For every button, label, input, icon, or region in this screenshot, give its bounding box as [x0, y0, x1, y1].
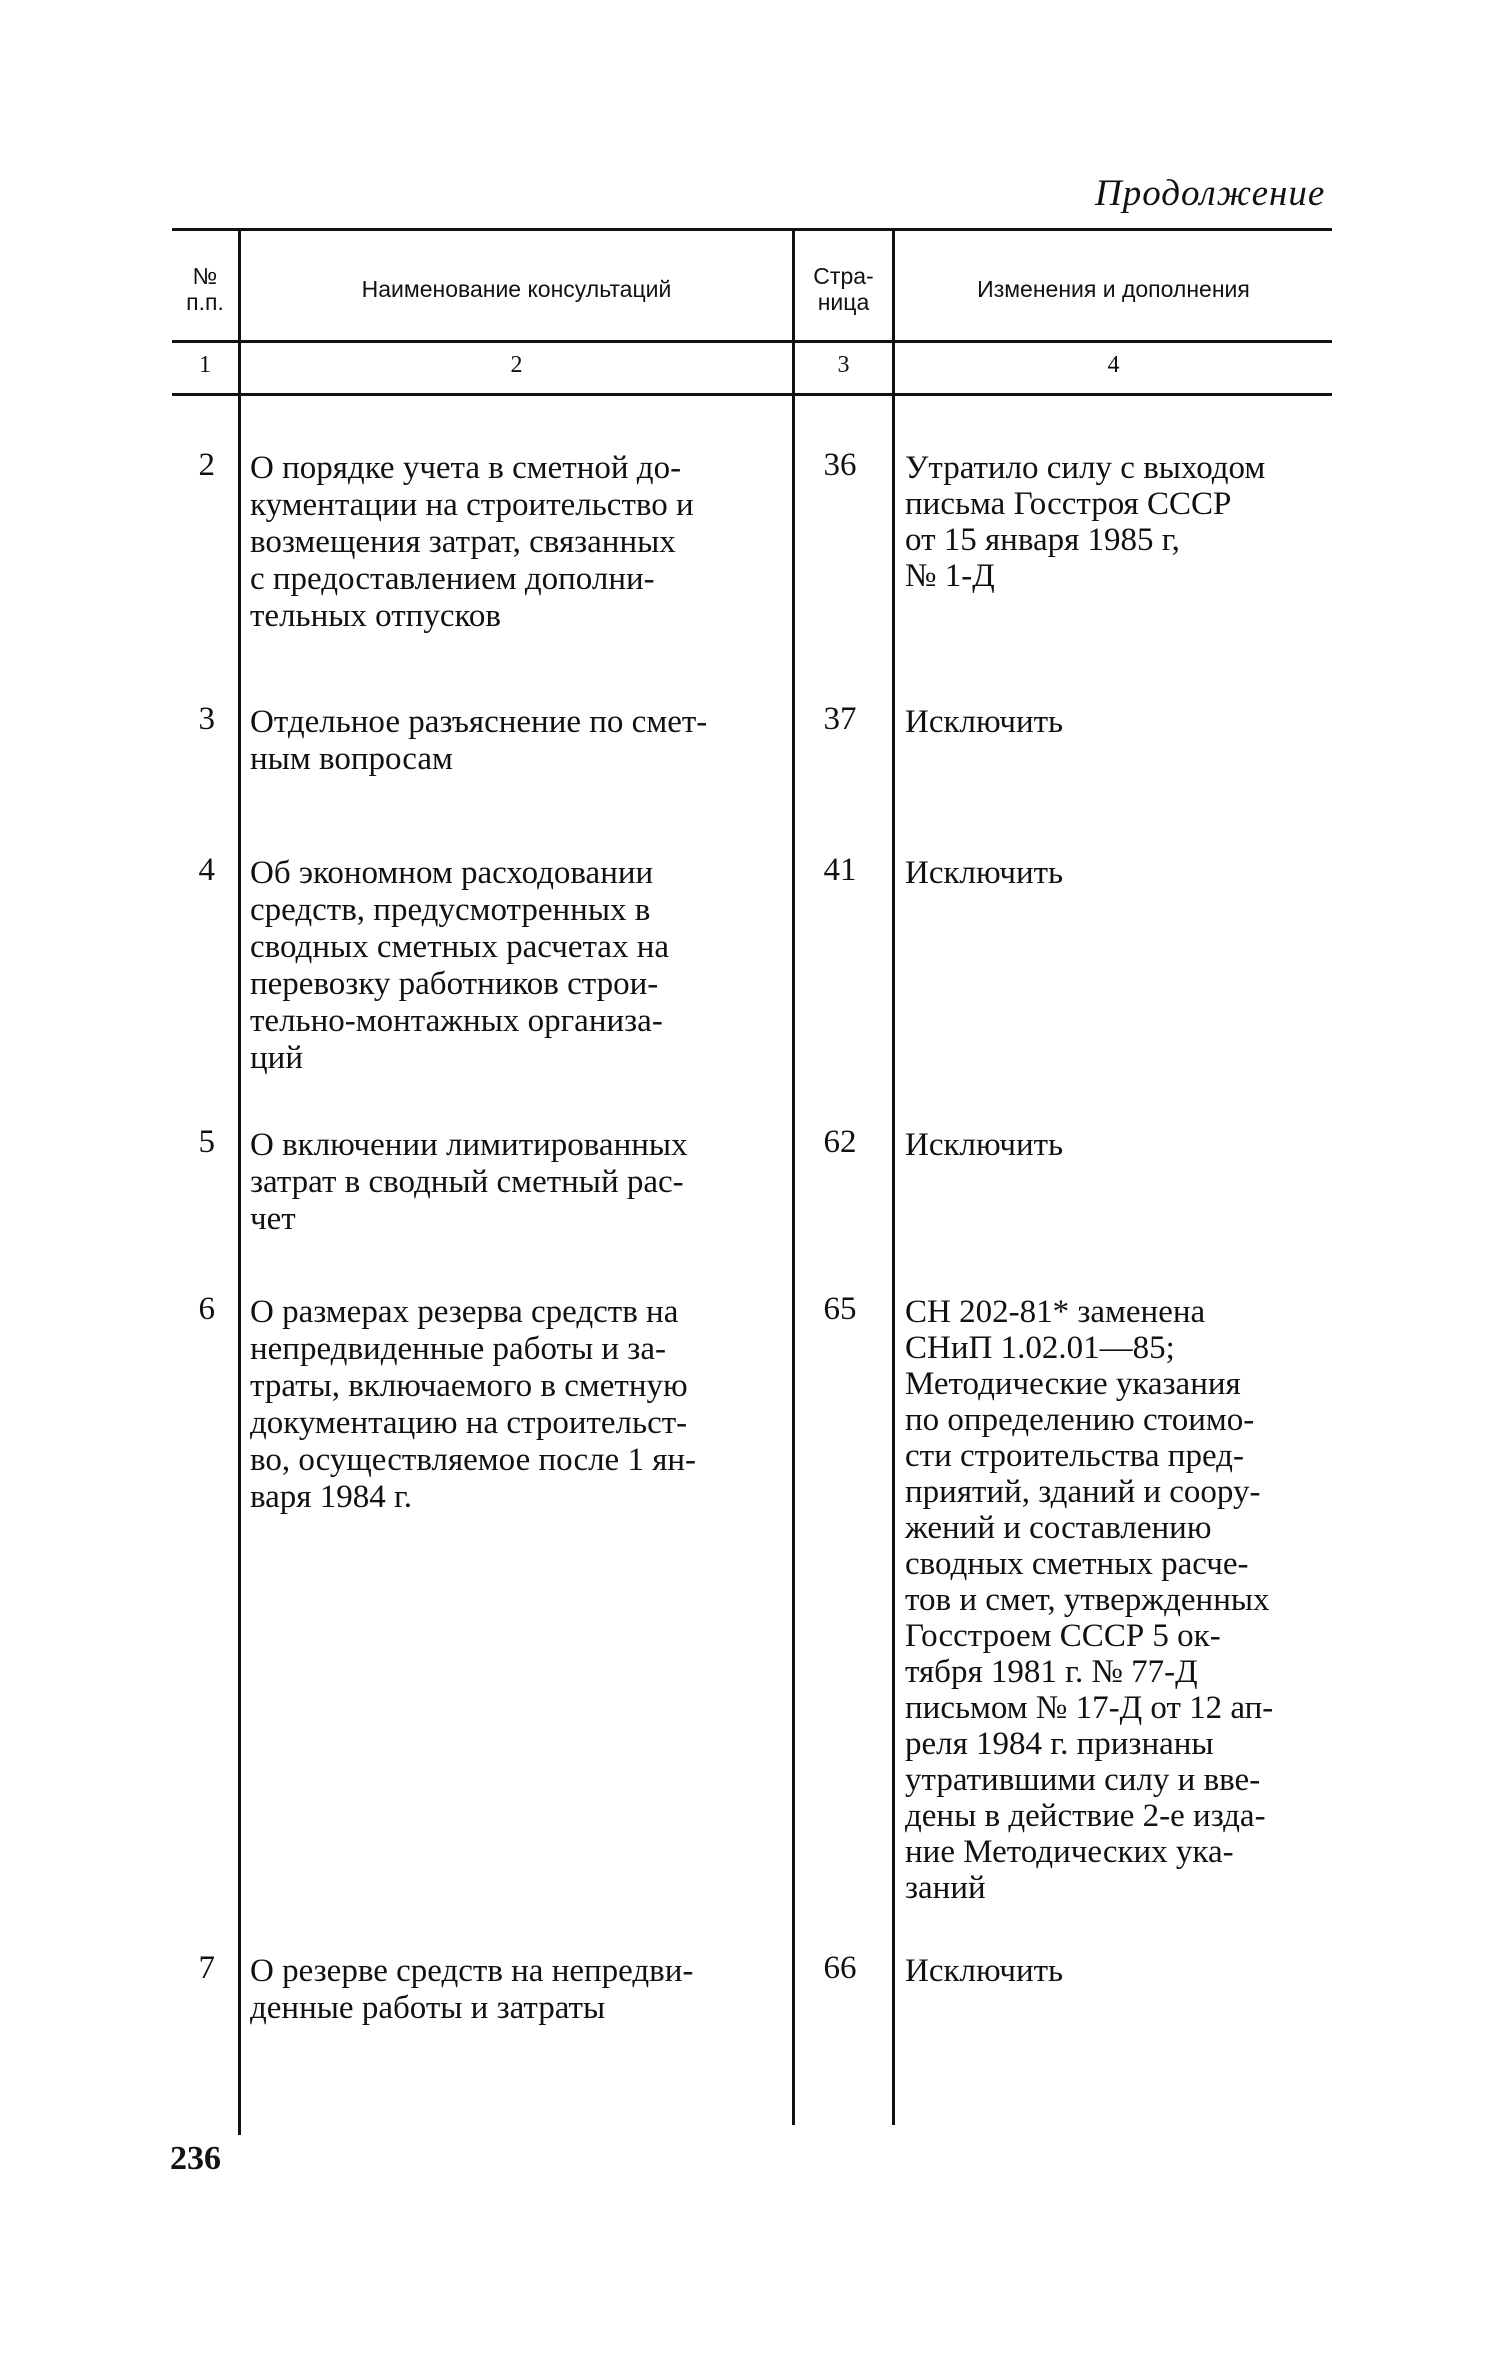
row-change: Утратило силу с выходом письма Госстроя СССР от 15 января 1985 г, № 1-Д: [905, 450, 1266, 594]
colnum-bottom-rule: [172, 393, 1332, 396]
row-name: Об экономном расходовании средств, предусмотренных в сводных сметных расчетах на перевозку работников строи- тельно-монтажных организа- ций: [250, 855, 670, 1076]
page-number: 236: [170, 2140, 221, 2177]
row-number: 5: [198, 1124, 215, 1160]
row-number: 2: [198, 447, 215, 483]
continuation-label: Продолжение: [1095, 173, 1326, 214]
colnum-2: 2: [510, 352, 523, 378]
table-top-rule: [172, 228, 1332, 231]
row-name: О порядке учета в сметной до- кументации на строительство и возмещения затрат, связанных с предоставлением дополни- тельных отпусков: [250, 450, 694, 634]
row-name: О размерах резерва средств на непредвиденные работы и за- траты, включаемого в сметную документацию на строительст- во, осуществляемое после 1 ян- варя 1984 г.: [250, 1294, 697, 1515]
row-change: Исключить: [905, 855, 1064, 891]
row-change: Исключить: [905, 704, 1064, 740]
row-page: 65: [823, 1291, 857, 1327]
col-divider-1: [238, 230, 241, 2135]
row-page: 62: [823, 1124, 857, 1160]
colnum-1: 1: [199, 352, 211, 378]
colnum-4: 4: [1107, 352, 1120, 378]
row-number: 6: [198, 1291, 215, 1327]
row-change: СН 202-81* заменена СНиП 1.02.01—85; Методические указания по определению стоимо- сти строительства пред- приятий, зданий и соору- жений и составлению сводных сметных расче- тов и смет, утвержденных Госстроем СССР 5 ок- тября 1981 г. № 77-Д письмом № 17-Д от 12 ап- реля 1984 г. признаны утратившими силу и вве- дены в действие 2-е изда- ние Методических ука- заний: [905, 1294, 1274, 1906]
col-divider-2: [792, 230, 795, 2125]
row-number: 7: [198, 1950, 215, 1986]
row-change: Исключить: [905, 1953, 1064, 1989]
row-name: О резерве средств на непредви- денные работы и затраты: [250, 1953, 694, 2026]
row-page: 66: [823, 1950, 857, 1986]
row-number: 4: [198, 852, 215, 888]
header-col-number: № п.п.: [186, 262, 224, 315]
header-col-name: Наименование консультаций: [361, 275, 672, 302]
colnum-3: 3: [837, 352, 850, 378]
row-page: 41: [823, 852, 857, 888]
header-col-page: Стра- ница: [813, 262, 874, 315]
header-bottom-rule: [172, 340, 1332, 343]
row-name: Отдельное разъяснение по смет- ным вопросам: [250, 704, 708, 777]
col-divider-3: [892, 230, 895, 2125]
row-page: 36: [823, 447, 857, 483]
row-number: 3: [198, 701, 215, 737]
row-change: Исключить: [905, 1127, 1064, 1163]
header-col-changes: Изменения и дополнения: [977, 275, 1250, 302]
row-name: О включении лимитированных затрат в сводный сметный рас- чет: [250, 1127, 688, 1237]
row-page: 37: [823, 701, 857, 737]
